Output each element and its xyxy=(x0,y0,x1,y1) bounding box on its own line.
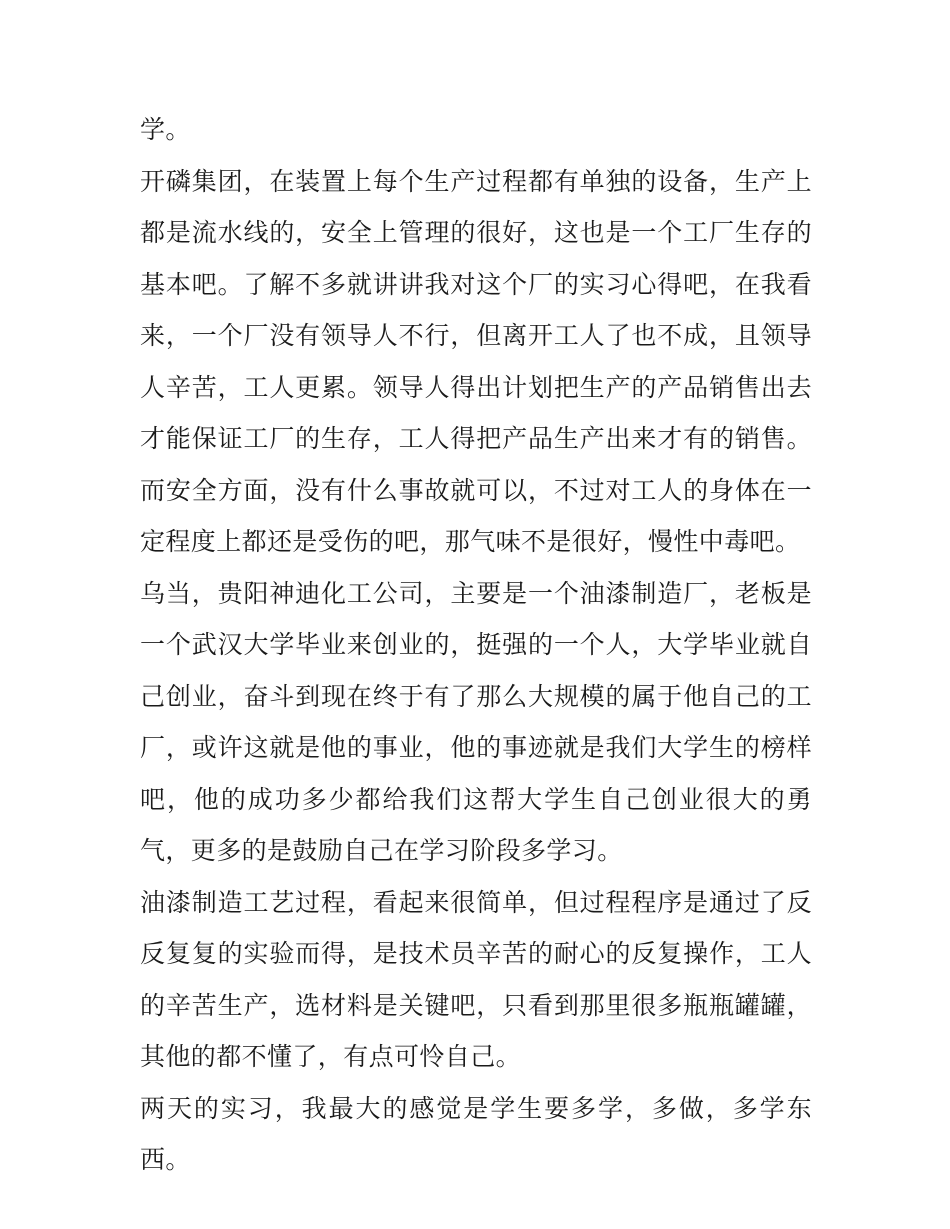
paragraph-4: 油漆制造工艺过程，看起来很简单，但过程程序是通过了反反复复的实验而得，是技术员辛苦的耐心的反复操作，工人的辛苦生产，选材料是关键吧，只看到那里很多瓶瓶罐罐，其他的都不懂了，有点可怜自己。 xyxy=(140,887,812,1071)
document-body xyxy=(140,104,812,1186)
paragraph-1: 学。 xyxy=(140,115,191,144)
paragraph-3: 乌当，贵阳神迪化工公司，主要是一个油漆制造厂，老板是一个武汉大学毕业来创业的，挺强的一个人，大学毕业就自己创业，奋斗到现在终于有了那么大规模的属于他自己的工厂，或许这就是他的事业，他的事迹就是我们大学生的榜样吧，他的成功多少都给我们这帮大学生自己创业很大的勇气，更多的是鼓励自己在学习阶段多学习。 xyxy=(140,578,812,865)
paragraph-2: 开磷集团，在装置上每个生产过程都有单独的设备，生产上都是流水线的，安全上管理的很好，这也是一个工厂生存的基本吧。了解不多就讲讲我对这个厂的实习心得吧，在我看来，一个厂没有领导人不行，但离开工人了也不成，且领导人辛苦，工人更累。领导人得出计划把生产的产品销售出去才能保证工厂的生存，工人得把产品生产出来才有的销售。而安全方面，没有什么事故就可以，不过对工人的身体在一定程度上都还是受伤的吧，那气味不是很好，慢性中毒吧。 xyxy=(140,166,812,556)
paragraph-5: 两天的实习，我最大的感觉是学生要多学，多做，多学东西。 xyxy=(140,1093,812,1174)
